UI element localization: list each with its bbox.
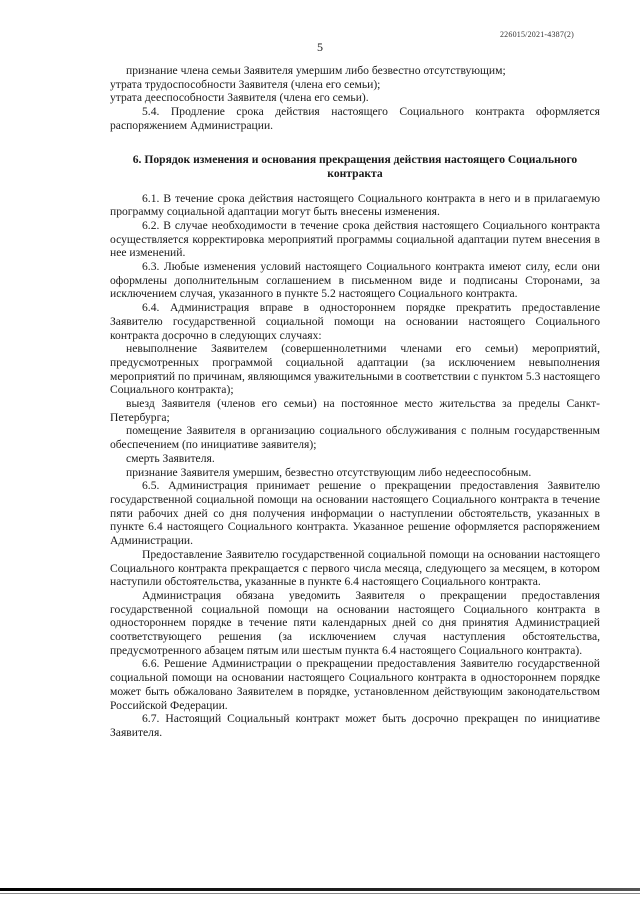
paragraph: невыполнение Заявителем (совершеннолетними членами его семьи) мероприятий, предусмотренных программой социальной адаптации (за исключением невыполнения мероприятий по причинам, являющимся уважительными в соответствии с пунктом 5.3 настоящего Социального контракта); bbox=[110, 342, 600, 397]
paragraph: 5.4. Продление срока действия настоящего Социального контракта оформляется распоряжением Администрации. bbox=[110, 105, 600, 132]
paragraph: 6.7. Настоящий Социальный контракт может быть досрочно прекращен по инициативе Заявителя. bbox=[110, 712, 600, 739]
paragraph: смерть Заявителя. bbox=[126, 451, 215, 465]
paragraph: 6.5. Администрация принимает решение о прекращении предоставления Заявителю государственной социальной помощи на основании настоящего Социального контракта в течение пяти рабочих дней со дня получения информации о наступлении обстоятельств, указанных в пункте 6.4 настоящего Социального контракта. Указанное решение оформляется распоряжением Администрации. bbox=[110, 479, 600, 548]
scan-edge-line bbox=[0, 888, 640, 891]
paragraph: Предоставление Заявителю государственной социальной помощи на основании настоящего Социального контракта прекращается с первого числа месяца, следующего за месяцем, в котором наступили обстоятельства, указанные в пункте 6.4 настоящего Социального контракта. bbox=[110, 547, 600, 589]
document-body bbox=[110, 64, 600, 740]
paragraph: 6.3. Любые изменения условий настоящего Социального контракта имеют силу, если они оформлены дополнительным соглашением в письменном виде и подписаны Сторонами, за исключением случая, указанного в пункте 5.2 настоящего Социального контракта. bbox=[110, 260, 600, 301]
scan-edge-line bbox=[0, 893, 640, 894]
paragraph: помещение Заявителя в организацию социального обслуживания с полным государственным обеспечением (по инициативе заявителя); bbox=[110, 424, 600, 452]
paragraph: Администрация обязана уведомить Заявителя о прекращении предоставления государственной социальной помощи на основании настоящего Социального контракта в одностороннем порядке в течение пяти календарных дней со дня принятия Администрацией соответствующего решения (за исключением случая наступления обстоятельства, предусмотренного абзацем пятым или шестым пункта 6.4 настоящего Социального контракта). bbox=[110, 588, 600, 657]
paragraph: утрата дееспособности Заявителя (члена его семьи). bbox=[110, 91, 369, 105]
paragraph: 6.1. В течение срока действия настоящего Социального контракта в него и в прилагаемую программу социальной адаптации могут быть внесены изменения. bbox=[110, 191, 600, 219]
paragraph: выезд Заявителя (членов его семьи) на постоянное место жительства за пределы Санкт-Петербурга; bbox=[110, 397, 600, 424]
paragraph: признание Заявителя умершим, безвестно отсутствующим либо недееспособным. bbox=[126, 465, 532, 479]
paragraph: признание члена семьи Заявителя умершим либо безвестно отсутствующим; bbox=[126, 64, 506, 77]
paragraph: 6.2. В случае необходимости в течение срока действия настоящего Социального контракта осуществляется корректировка мероприятий программы социальной адаптации путем внесения в нее изменений. bbox=[110, 218, 600, 260]
page-number: 5 bbox=[317, 40, 323, 54]
paragraph: утрата трудоспособности Заявителя (члена его семьи); bbox=[110, 77, 381, 91]
paragraph: 6.4. Администрация вправе в одностороннем порядке прекратить предоставление Заявителю государственной социальной помощи на основании настоящего Социального контракта досрочно в следующих случаях: bbox=[110, 301, 600, 342]
section-heading: 6. Порядок изменения и основания прекращения действия настоящего Социального контракта bbox=[132, 152, 578, 180]
document-id: 226015/2021-4387(2) bbox=[499, 30, 574, 39]
paragraph: 6.6. Решение Администрации о прекращении предоставления Заявителю государственной социальной помощи на основании настоящего Социального контракта в одностороннем порядке может быть обжаловано Заявителем в порядке, установленном действующим законодательством Российской Федерации. bbox=[110, 657, 600, 712]
